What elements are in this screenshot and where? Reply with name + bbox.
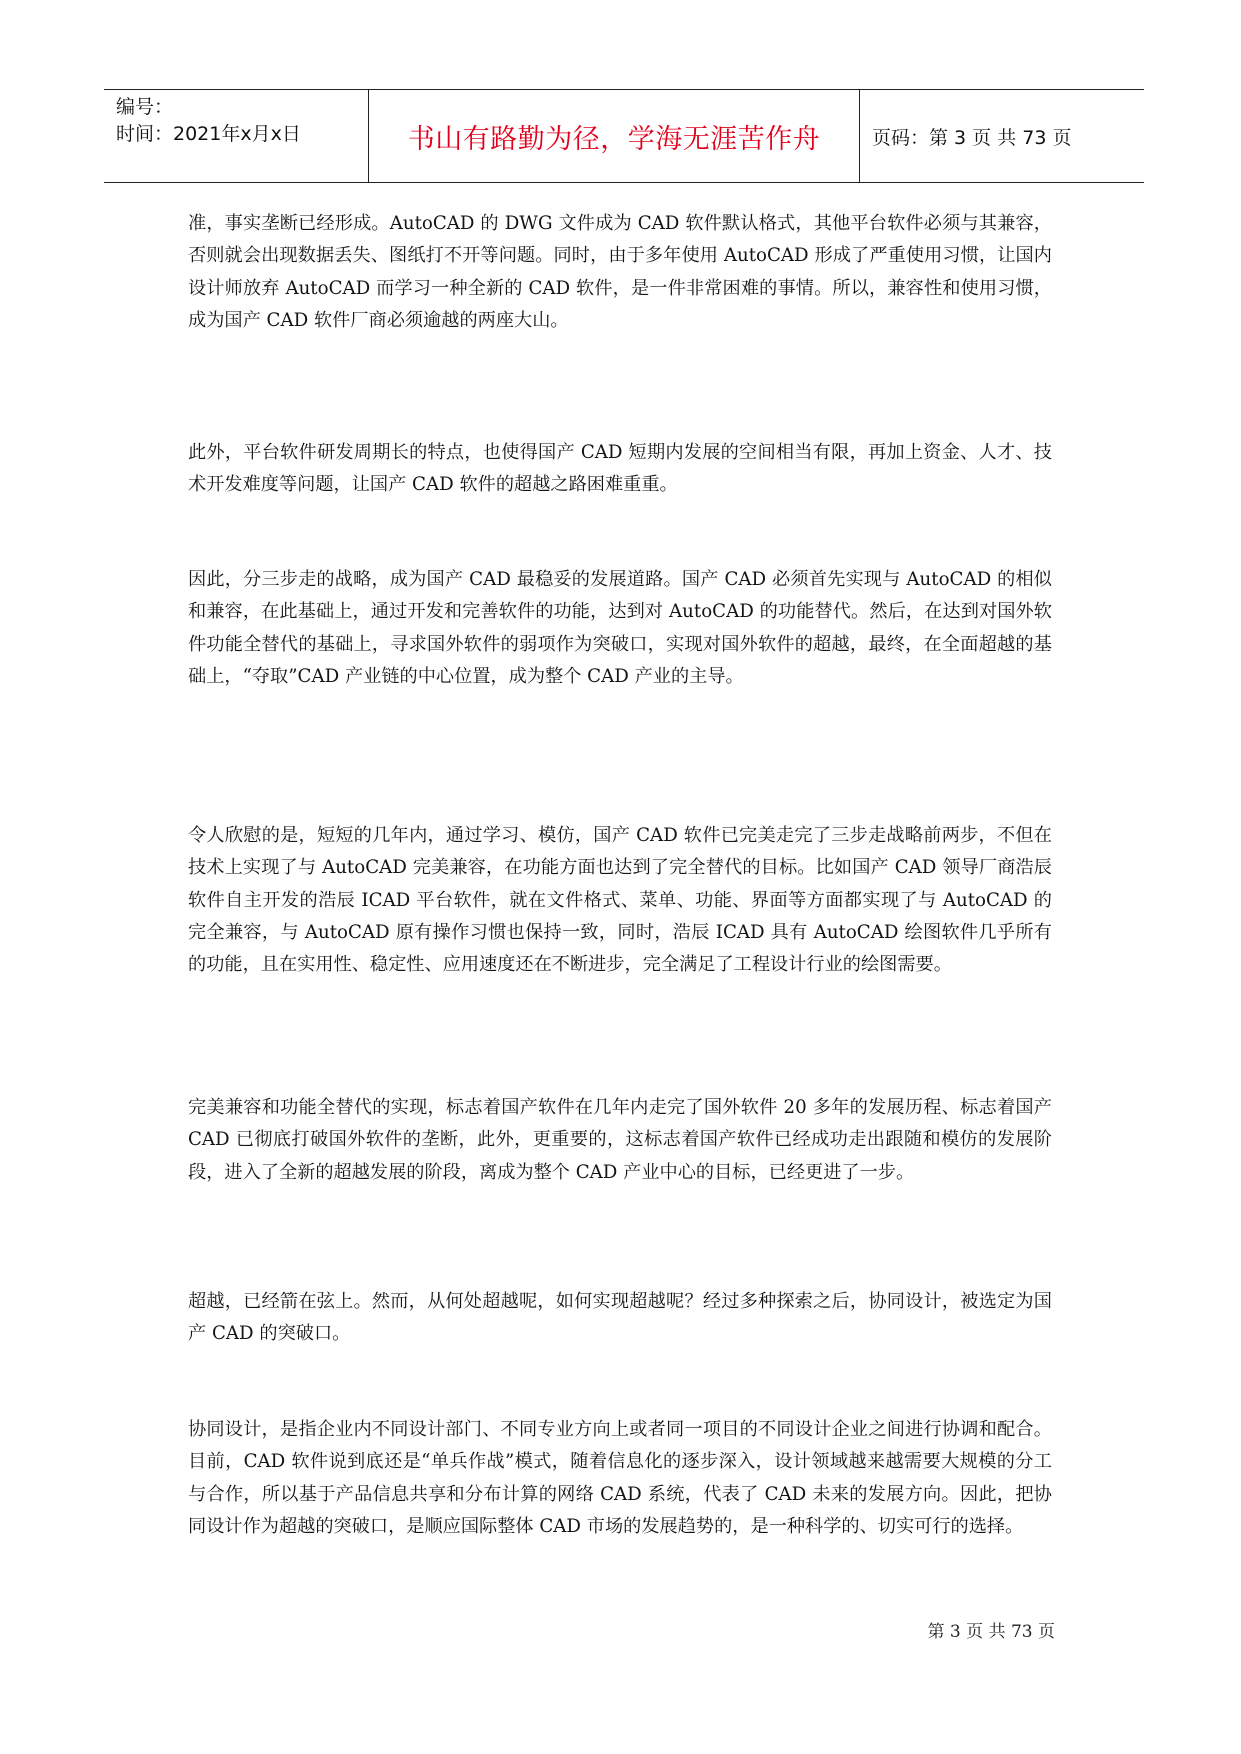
body-paragraph: 因此，分三步走的战略，成为国产 CAD 最稳妥的发展道路。国产 CAD 必须首先实现与 AutoCAD 的相似和兼容，在此基础上，通过开发和完善软件的功能，达到对 AutoCAD 的功能替代。然后，在达到对国外软件功能全替代的基础上，寻求国外软件的弱项作为突破口，实现对国外软件的超越，最终，在全面超越的基础上，“夺取”CAD 产业链的中心位置，成为整个 CAD 产业的主导。 xyxy=(188,569,1052,687)
body-paragraph: 准，事实垄断已经形成。AutoCAD 的 DWG 文件成为 CAD 软件默认格式，其他平台软件必须与其兼容，否则就会出现数据丢失、图纸打不开等问题。同时，由于多年使用 AutoCAD 形成了严重使用习惯，让国内设计师放弃 AutoCAD 而学习一种全新的 CAD 软件，是一件非常困难的事情。所以，兼容性和使用习惯，成为国产 CAD 软件厂商必须逾越的两座大山。 xyxy=(188,213,1052,331)
document-number-label: 编号： xyxy=(116,96,174,118)
header-motto: 书山有路勤为径，学海无涯苦作舟 xyxy=(407,123,821,155)
header-info xyxy=(116,94,366,148)
body-paragraph: 完美兼容和功能全替代的实现，标志着国产软件在几年内走完了国外软件 20 多年的发展历程、标志着国产 CAD 已彻底打破国外软件的垄断，此外，更重要的，这标志着国产软件已经成功走出跟随和模仿的发展阶段，进入了全新的超越发展的阶段，离成为整个 CAD 产业中心的目标，已经更进了一步。 xyxy=(188,1097,1052,1183)
document-header xyxy=(104,89,1144,183)
header-divider xyxy=(368,90,369,182)
document-time-label: 时间：2021年x月x日 xyxy=(116,123,301,145)
body-paragraph: 令人欣慰的是，短短的几年内，通过学习、模仿，国产 CAD 软件已完美走完了三步走战略前两步，不但在技术上实现了与 AutoCAD 完美兼容，在功能方面也达到了完全替代的目标。比如国产 CAD 领导厂商浩辰软件自主开发的浩辰 ICAD 平台软件，就在文件格式、菜单、功能、界面等方面都实现了与 AutoCAD 的完全兼容，与 AutoCAD 原有操作习惯也保持一致，同时，浩辰 ICAD 具有 AutoCAD 绘图软件几乎所有的功能，且在实用性、稳定性、应用速度还在不断进步，完全满足了工程设计行业的绘图需要。 xyxy=(188,825,1052,976)
body-paragraph: 协同设计，是指企业内不同设计部门、不同专业方向上或者同一项目的不同设计企业之间进行协调和配合。目前，CAD 软件说到底还是“单兵作战”模式，随着信息化的逐步深入，设计领域越来越需要大规模的分工与合作，所以基于产品信息共享和分布计算的网络 CAD 系统，代表了 CAD 未来的发展方向。因此，把协同设计作为超越的突破口，是顺应国际整体 CAD 市场的发展趋势的，是一种科学的、切实可行的选择。 xyxy=(188,1419,1052,1537)
header-page-number: 页码：第 3 页 共 73 页 xyxy=(872,126,1072,149)
header-divider xyxy=(859,90,860,182)
page-footer: 第 3 页 共 73 页 xyxy=(927,1622,1055,1642)
body-paragraph: 超越，已经箭在弦上。然而，从何处超越呢，如何实现超越呢？经过多种探索之后，协同设计，被选定为国产 CAD 的突破口。 xyxy=(188,1291,1052,1345)
body-paragraph: 此外，平台软件研发周期长的特点，也使得国产 CAD 短期内发展的空间相当有限，再加上资金、人才、技术开发难度等问题，让国产 CAD 软件的超越之路困难重重。 xyxy=(188,442,1052,496)
